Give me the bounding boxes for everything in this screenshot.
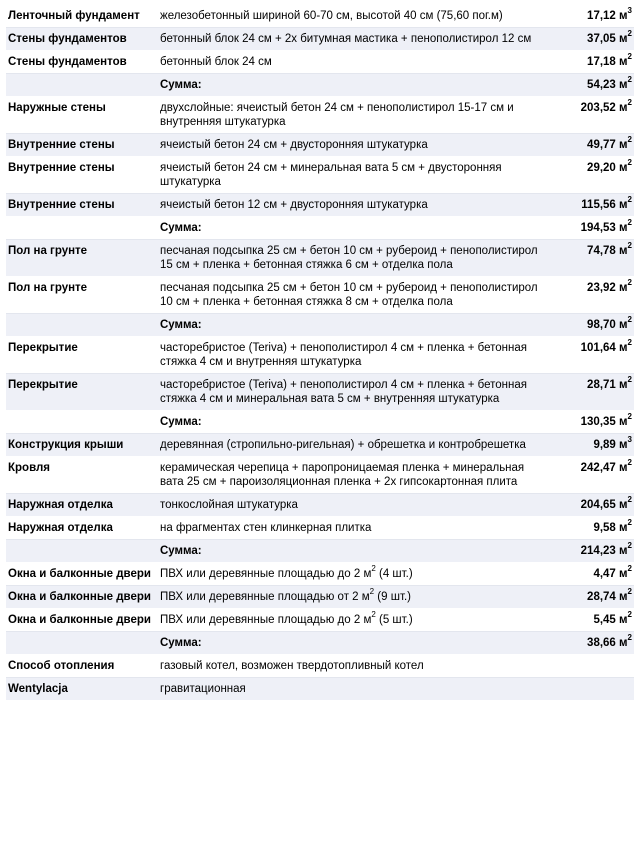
item-description [158,134,542,157]
table-row [6,457,634,494]
table-row [6,374,634,411]
item-description [158,277,542,314]
description-count: (9 шт.) [374,591,411,603]
table-row [6,51,634,74]
table-row [6,194,634,217]
description-text: Сумма: [160,545,202,557]
specification-body [6,5,634,701]
specification-table [6,5,634,701]
item-description [158,655,542,678]
value-unit: м [619,139,628,151]
item-description [158,457,542,494]
sum-row [6,74,634,97]
description-text: на фрагментах стен клинкерная плитка [160,522,372,534]
description-count: (4 шт.) [375,568,413,580]
unit-exponent: 2 [627,587,632,597]
value-unit: м [619,79,628,91]
unit-exponent: 2 [627,518,632,528]
item-value [542,277,634,314]
item-description [158,374,542,411]
value-number: 98,70 [587,319,616,331]
value-unit: м [619,162,628,174]
description-exponent: 2 [369,587,375,597]
value-unit: м [619,282,628,294]
item-description [158,609,542,632]
description-text: двухслойные: ячеистый бетон 24 см + пенополистирол 15-17 см и внутренняя штукатурка [160,102,514,128]
item-name: Внутренние стены [6,194,158,217]
unit-exponent: 2 [627,195,632,205]
value-unit: м [619,10,628,22]
value-unit: м [619,102,628,114]
unit-exponent: 2 [627,135,632,145]
unit-exponent: 2 [627,412,632,422]
item-name: Способ отопления [6,655,158,678]
unit-exponent: 2 [627,564,632,574]
item-description [158,97,542,134]
item-name [6,217,158,240]
item-description [158,28,542,51]
description-text: ПВХ или деревянные площадью до 2 м [160,568,372,580]
value-number: 23,92 [587,282,616,294]
description-text: часторебристое (Teriva) + пенополистирол 4 см + пленка + бетонная стяжка 4 см и минеральная вата 5 см + внутренняя штукатурка [160,379,527,405]
value-unit: м [619,33,628,45]
item-name: Кровля [6,457,158,494]
unit-exponent: 2 [627,218,632,228]
value-number: 28,71 [587,379,616,391]
unit-exponent: 2 [627,315,632,325]
value-number: 54,23 [587,79,616,91]
value-unit: м [619,342,628,354]
description-text: керамическая черепица + паропроницаемая пленка + минеральная вата 25 см + пароизоляционная пленка + 2х гипсокартонная плита [160,462,525,488]
description-text: часторебристое (Teriva) + пенополистирол 4 см + пленка + бетонная стяжка 4 см и внутренняя штукатурка [160,342,527,368]
value-unit: м [619,545,628,557]
item-value [542,28,634,51]
unit-exponent: 2 [627,52,632,62]
value-number: 203,52 [580,102,616,114]
unit-exponent: 2 [627,338,632,348]
table-row [6,5,634,28]
item-value [542,434,634,457]
value-number: 242,47 [580,462,616,474]
table-row [6,517,634,540]
item-value [542,517,634,540]
table-row [6,277,634,314]
item-description [158,51,542,74]
sum-row [6,632,634,655]
value-unit: м [619,416,628,428]
unit-exponent: 2 [627,29,632,39]
value-unit: м [619,568,628,580]
table-row [6,563,634,586]
description-text: ячеистый бетон 12 см + двусторонняя штукатурка [160,199,428,211]
table-row [6,28,634,51]
item-description [158,586,542,609]
value-number: 5,45 [593,614,616,626]
item-description [158,5,542,28]
item-name: Ленточный фундамент [6,5,158,28]
unit-exponent: 2 [627,375,632,385]
sum-value [542,411,634,434]
description-text: ячеистый бетон 24 см + двусторонняя штукатурка [160,139,428,151]
item-name: Наружная отделка [6,494,158,517]
item-description [158,678,542,701]
unit-exponent: 2 [627,98,632,108]
value-unit: м [619,439,628,451]
table-row [6,97,634,134]
sum-value [542,314,634,337]
value-number: 74,78 [587,245,616,257]
table-row [6,678,634,701]
item-value [542,194,634,217]
item-name: Стены фундаментов [6,28,158,51]
item-description [158,157,542,194]
description-text: песчаная подсыпка 25 см + бетон 10 см + рубероид + пенополистирол 10 см + пленка + бетонная стяжка 8 см + отделка пола [160,282,538,308]
unit-exponent: 2 [627,495,632,505]
table-row [6,434,634,457]
description-text: деревянная (стропильно-ригельная) + обрешетка и контробрешетка [160,439,526,451]
item-value [542,97,634,134]
description-text: ПВХ или деревянные площадью до 2 м [160,614,372,626]
sum-label [158,632,542,655]
value-unit: м [619,245,628,257]
description-text: Сумма: [160,222,202,234]
description-text: тонкослойная штукатурка [160,499,298,511]
value-number: 17,18 [587,56,616,68]
item-description [158,563,542,586]
value-number: 28,74 [587,591,616,603]
table-row [6,157,634,194]
value-number: 101,64 [580,342,616,354]
value-unit: м [619,199,628,211]
item-value [542,678,634,701]
item-description [158,194,542,217]
description-text: гравитационная [160,683,246,695]
description-text: ПВХ или деревянные площадью от 2 м [160,591,370,603]
description-text: Сумма: [160,637,202,649]
sum-label [158,540,542,563]
sum-label [158,74,542,97]
table-row [6,337,634,374]
item-value [542,586,634,609]
description-text: Сумма: [160,319,202,331]
sum-row [6,411,634,434]
item-name: Внутренние стены [6,134,158,157]
sum-label [158,217,542,240]
value-number: 37,05 [587,33,616,45]
sum-value [542,74,634,97]
description-text: железобетонный шириной 60-70 см, высотой 40 см (75,60 пог.м) [160,10,503,22]
item-value [542,494,634,517]
table-row [6,240,634,277]
sum-row [6,314,634,337]
table-row [6,586,634,609]
description-text: песчаная подсыпка 25 см + бетон 10 см + рубероид + пенополистирол 15 см + пленка + бетонная стяжка 6 см + отделка пола [160,245,538,271]
value-number: 130,35 [580,416,616,428]
item-name: Наружные стены [6,97,158,134]
description-exponent: 2 [371,610,376,620]
unit-exponent: 2 [627,458,632,468]
item-description [158,494,542,517]
value-unit: м [619,499,628,511]
value-unit: м [619,379,628,391]
sum-row [6,540,634,563]
item-name [6,411,158,434]
description-text: ячеистый бетон 24 см + минеральная вата 5 см + двусторонняя штукатурка [160,162,502,188]
description-text: газовый котел, возможен твердотопливный котел [160,660,424,672]
value-unit: м [619,522,628,534]
unit-exponent: 2 [627,610,632,620]
value-unit: м [619,56,628,68]
item-value [542,337,634,374]
value-number: 4,47 [593,568,616,580]
item-name [6,74,158,97]
item-description [158,517,542,540]
value-number: 204,65 [580,499,616,511]
item-value [542,240,634,277]
item-description [158,240,542,277]
item-name: Внутренние стены [6,157,158,194]
unit-exponent: 2 [627,633,632,643]
item-name: Конструкция крыши [6,434,158,457]
description-count: (5 шт.) [375,614,413,626]
item-name: Окна и балконные двери [6,563,158,586]
item-name: Окна и балконные двери [6,609,158,632]
item-value [542,457,634,494]
table-row [6,494,634,517]
unit-exponent: 2 [627,75,632,85]
value-unit: м [619,591,628,603]
item-description [158,337,542,374]
description-text: бетонный блок 24 см [160,56,272,68]
item-name: Wentylacja [6,678,158,701]
value-number: 9,89 [593,439,616,451]
item-name [6,314,158,337]
unit-exponent: 3 [627,435,632,445]
item-name: Пол на грунте [6,240,158,277]
item-name: Перекрытие [6,337,158,374]
item-value [542,609,634,632]
sum-label [158,411,542,434]
sum-value [542,540,634,563]
sum-value [542,632,634,655]
value-number: 29,20 [587,162,616,174]
value-unit: м [619,319,628,331]
unit-exponent: 2 [627,158,632,168]
item-name: Наружная отделка [6,517,158,540]
value-unit: м [619,462,628,474]
description-text: Сумма: [160,416,202,428]
description-text: Сумма: [160,79,202,91]
unit-exponent: 3 [627,6,632,16]
item-name [6,540,158,563]
value-number: 17,12 [587,10,616,22]
item-description [158,434,542,457]
item-name: Пол на грунте [6,277,158,314]
unit-exponent: 2 [627,541,632,551]
value-unit: м [619,614,628,626]
item-value [542,134,634,157]
value-number: 38,66 [587,637,616,649]
table-row [6,134,634,157]
value-number: 49,77 [587,139,616,151]
unit-exponent: 2 [627,278,632,288]
item-name: Стены фундаментов [6,51,158,74]
sum-row [6,217,634,240]
value-number: 194,53 [580,222,616,234]
item-value [542,374,634,411]
item-value [542,51,634,74]
value-unit: м [619,637,628,649]
sum-value [542,217,634,240]
description-text: бетонный блок 24 см + 2х битумная мастика + пенополистирол 12 см [160,33,532,45]
sum-label [158,314,542,337]
item-value [542,5,634,28]
description-exponent: 2 [371,564,376,574]
item-value [542,563,634,586]
value-unit: м [619,222,628,234]
item-name: Перекрытие [6,374,158,411]
unit-exponent: 2 [627,241,632,251]
item-name [6,632,158,655]
value-number: 115,56 [581,199,616,211]
value-number: 214,23 [580,545,616,557]
table-row [6,609,634,632]
item-name: Окна и балконные двери [6,586,158,609]
table-row [6,655,634,678]
item-value [542,157,634,194]
value-number: 9,58 [593,522,616,534]
item-value [542,655,634,678]
